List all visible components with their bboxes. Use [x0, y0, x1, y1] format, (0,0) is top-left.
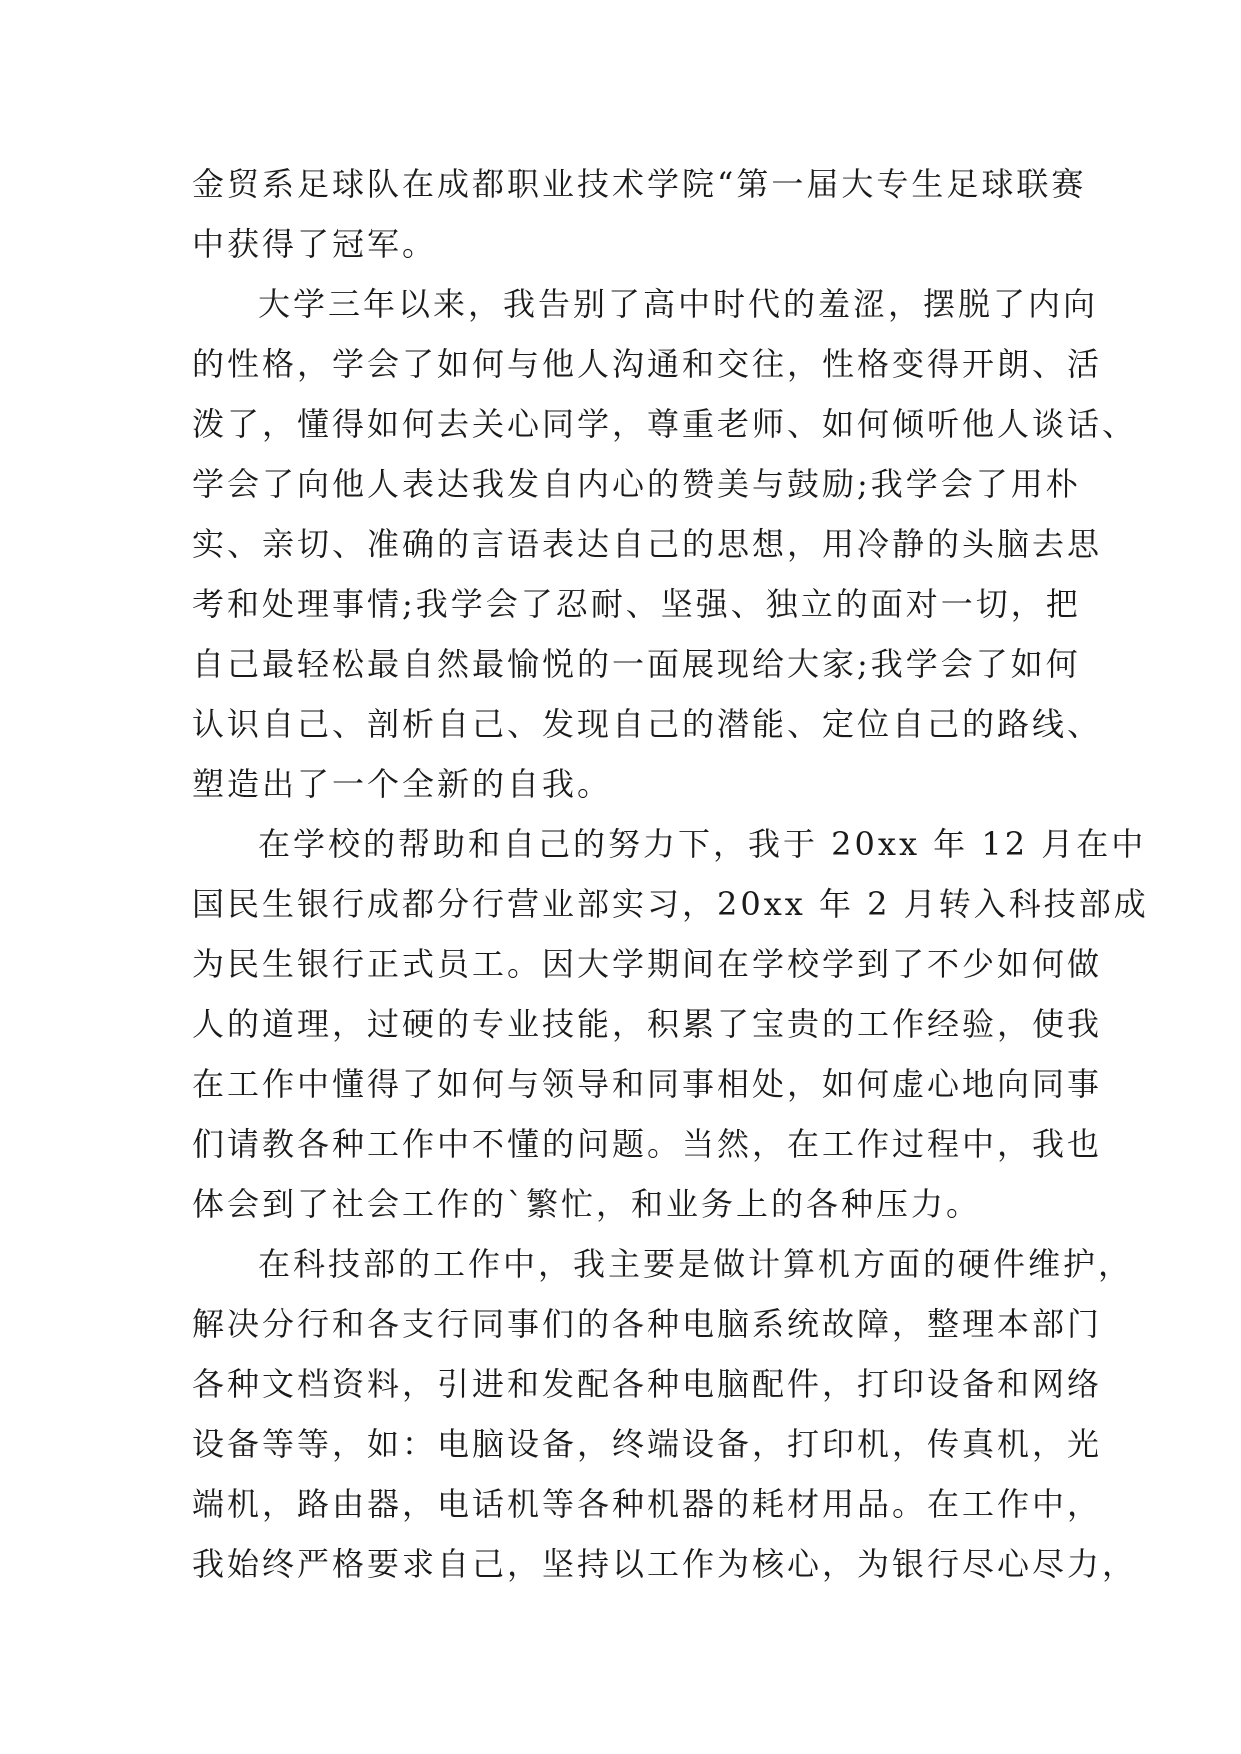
text-line: 在工作中懂得了如何与领导和同事相处，如何虚心地向同事 — [192, 1065, 1103, 1103]
text-line: 中获得了冠军。 — [192, 225, 438, 263]
text-line: 在学校的帮助和自己的努力下，我于 20xx 年 12 月在中 — [258, 825, 1147, 863]
text-line: 认识自己、剖析自己、发现自己的潜能、定位自己的路线、 — [192, 705, 1103, 743]
text-line: 实、亲切、准确的言语表达自己的思想，用冷静的头脑去思 — [192, 525, 1103, 563]
paragraph — [192, 154, 1087, 274]
text-line: 人的道理，过硬的专业技能，积累了宝贵的工作经验，使我 — [192, 1005, 1103, 1043]
text-line: 端机，路由器，电话机等各种机器的耗材用品。在工作中， — [192, 1485, 1103, 1523]
text-line: 在科技部的工作中，我主要是做计算机方面的硬件维护， — [258, 1245, 1134, 1283]
text-line: 大学三年以来，我告别了高中时代的羞涩，摆脱了内向 — [258, 285, 1099, 323]
text-line: 自己最轻松最自然最愉悦的一面展现给大家;我学会了如何 — [192, 645, 1081, 683]
text-line: 考和处理事情;我学会了忍耐、坚强、独立的面对一切，把 — [192, 585, 1081, 623]
text-line: 解决分行和各支行同事们的各种电脑系统故障，整理本部门 — [192, 1305, 1103, 1343]
paragraph — [192, 814, 1149, 1234]
text-line: 我始终严格要求自己，坚持以工作为核心，为银行尽心尽力， — [192, 1545, 1138, 1583]
text-line: 为民生银行正式员工。因大学期间在学校学到了不少如何做 — [192, 945, 1103, 983]
paragraph — [192, 1234, 1138, 1594]
document-body — [192, 154, 1149, 1594]
text-line: 的性格，学会了如何与他人沟通和交往，性格变得开朗、活 — [192, 345, 1103, 383]
text-line: 学会了向他人表达我发自内心的赞美与鼓励;我学会了用朴 — [192, 465, 1081, 503]
text-line: 设备等等，如：电脑设备，终端设备，打印机，传真机，光 — [192, 1425, 1103, 1463]
text-line: 体会到了社会工作的`繁忙，和业务上的各种压力。 — [192, 1185, 982, 1223]
text-line: 金贸系足球队在成都职业技术学院“第一届大专生足球联赛 — [192, 165, 1087, 203]
text-line: 泼了，懂得如何去关心同学，尊重老师、如何倾听他人谈话、 — [192, 405, 1138, 443]
text-line: 们请教各种工作中不懂的问题。当然，在工作过程中，我也 — [192, 1125, 1103, 1163]
paragraph — [192, 274, 1138, 814]
text-line: 国民生银行成都分行营业部实习，20xx 年 2 月转入科技部成 — [192, 885, 1149, 923]
text-line: 塑造出了一个全新的自我。 — [192, 765, 613, 803]
text-line: 各种文档资料，引进和发配各种电脑配件，打印设备和网络 — [192, 1365, 1103, 1403]
